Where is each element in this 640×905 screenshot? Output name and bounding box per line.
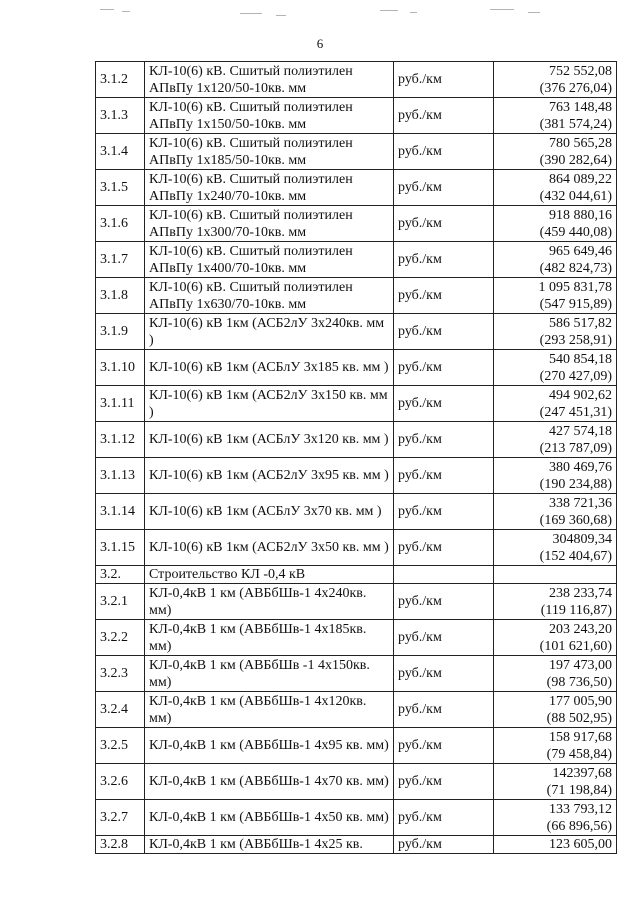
item-name: КЛ-10(6) кВ. Сшитый полиэтилен АПвПу 1х400/70-10кв. мм [145,242,394,278]
item-price: 158 917,68 [549,729,612,745]
item-price-cell [494,242,617,278]
item-price: 238 233,74 [549,585,612,601]
item-price: 965 649,46 [549,243,612,259]
table-row [96,350,617,386]
item-price: 197 473,00 [549,657,612,673]
item-price-cell [494,134,617,170]
item-price-alt: (459 440,08) [539,224,612,240]
item-number: 3.1.6 [96,206,145,242]
item-price-cell [494,800,617,836]
item-unit: руб./км [394,836,494,854]
item-price-alt: (119 116,87) [540,602,612,618]
item-number: 3.2.7 [96,800,145,836]
item-price-alt: (482 824,73) [539,260,612,276]
table-row [96,98,617,134]
item-unit: руб./км [394,584,494,620]
item-price-cell [494,566,617,584]
item-number: 3.1.12 [96,422,145,458]
item-number: 3.2.1 [96,584,145,620]
item-price-alt: (381 574,24) [539,116,612,132]
item-price: 133 793,12 [549,801,612,817]
item-price-alt: (71 198,84) [546,782,612,798]
item-name: КЛ-0,4кВ 1 км (АВБбШв-1 4х95 кв. мм) [145,728,394,764]
item-unit: руб./км [394,350,494,386]
item-name: КЛ-10(6) кВ. Сшитый полиэтилен АПвПу 1х630/70-10кв. мм [145,278,394,314]
table-row [96,314,617,350]
item-unit [394,566,494,584]
item-price-alt: (101 621,60) [539,638,612,654]
item-price-alt: (66 896,56) [546,818,612,834]
item-price-cell [494,728,617,764]
item-unit: руб./км [394,98,494,134]
item-price: 177 005,90 [549,693,612,709]
item-unit: руб./км [394,530,494,566]
item-name: КЛ-0,4кВ 1 км (АВБбШв-1 4х185кв. мм) [145,620,394,656]
item-price-cell [494,170,617,206]
item-unit: руб./км [394,692,494,728]
tariff-table [95,61,617,854]
table-row [96,206,617,242]
table-row [96,458,617,494]
item-unit: руб./км [394,764,494,800]
item-number: 3.2.8 [96,836,145,854]
item-name: КЛ-10(6) кВ 1км (АСБ2лУ 3х150 кв. мм ) [145,386,394,422]
table-row [96,278,617,314]
item-price-cell [494,764,617,800]
page-number: 6 [316,36,324,51]
item-price-alt: (376 276,04) [539,80,612,96]
item-number: 3.2.3 [96,656,145,692]
table-row [96,836,617,854]
item-number: 3.1.13 [96,458,145,494]
table-row [96,620,617,656]
item-price: 203 243,20 [549,621,612,637]
item-price-cell [494,350,617,386]
item-unit: руб./км [394,620,494,656]
item-number: 3.1.11 [96,386,145,422]
item-price-cell [494,206,617,242]
item-price-alt: (152 404,67) [539,548,612,564]
section-row [96,566,617,584]
item-name: КЛ-10(6) кВ. Сшитый полиэтилен АПвПу 1х185/50-10кв. мм [145,134,394,170]
item-number: 3.1.3 [96,98,145,134]
item-price-alt: (213 787,09) [539,440,612,456]
item-price-cell [494,98,617,134]
table-row [96,422,617,458]
item-name: КЛ-10(6) кВ 1км (АСБ2лУ 3х240кв. мм ) [145,314,394,350]
item-name: КЛ-10(6) кВ. Сшитый полиэтилен АПвПу 1х240/70-10кв. мм [145,170,394,206]
item-name: КЛ-10(6) кВ 1км (АСБлУ 3х185 кв. мм ) [145,350,394,386]
item-unit: руб./км [394,458,494,494]
item-number: 3.2. [96,566,145,584]
item-price-cell [494,494,617,530]
item-name: КЛ-0,4кВ 1 км (АВБбШв-1 4х25 кв. [145,836,394,854]
table-row [96,584,617,620]
item-name: КЛ-10(6) кВ 1км (АСБ2лУ 3х50 кв. мм ) [145,530,394,566]
item-number: 3.1.7 [96,242,145,278]
item-unit: руб./км [394,278,494,314]
item-name: КЛ-10(6) кВ 1км (АСБлУ 3х120 кв. мм ) [145,422,394,458]
item-name: КЛ-10(6) кВ 1км (АСБ2лУ 3х95 кв. мм ) [145,458,394,494]
item-unit: руб./км [394,800,494,836]
table-row [96,386,617,422]
item-price-cell [494,62,617,98]
item-price-alt: (432 044,61) [539,188,612,204]
section-title: Строительство КЛ -0,4 кВ [145,566,394,584]
scan-noise [80,0,600,22]
item-price: 142397,68 [552,765,612,781]
item-unit: руб./км [394,728,494,764]
table-row [96,242,617,278]
table-row [96,800,617,836]
item-price: 763 148,48 [549,99,612,115]
item-number: 3.2.4 [96,692,145,728]
item-number: 3.2.5 [96,728,145,764]
item-price: 380 469,76 [549,459,612,475]
item-price-cell [494,656,617,692]
table-row [96,134,617,170]
item-number: 3.2.6 [96,764,145,800]
item-number: 3.1.14 [96,494,145,530]
item-number: 3.1.9 [96,314,145,350]
item-price-cell [494,692,617,728]
item-number: 3.1.10 [96,350,145,386]
item-price-alt: (547 915,89) [539,296,612,312]
item-name: КЛ-10(6) кВ. Сшитый полиэтилен АПвПу 1х120/50-10кв. мм [145,62,394,98]
table-row [96,692,617,728]
item-unit: руб./км [394,494,494,530]
item-unit: руб./км [394,134,494,170]
item-price-alt: (293 258,91) [539,332,612,348]
item-name: КЛ-0,4кВ 1 км (АВБбШв-1 4х50 кв. мм) [145,800,394,836]
item-price-alt: (98 736,50) [546,674,612,690]
item-number: 3.1.4 [96,134,145,170]
item-unit: руб./км [394,314,494,350]
item-price: 304809,34 [552,531,612,547]
item-name: КЛ-10(6) кВ 1км (АСБлУ 3х70 кв. мм ) [145,494,394,530]
item-price-cell [494,530,617,566]
item-name: КЛ-0,4кВ 1 км (АВБбШв -1 4х150кв. мм) [145,656,394,692]
item-name: КЛ-0,4кВ 1 км (АВБбШв-1 4х70 кв. мм) [145,764,394,800]
item-price: 338 721,36 [549,495,612,511]
item-price-cell [494,386,617,422]
item-price: 780 565,28 [549,135,612,151]
item-unit: руб./км [394,422,494,458]
item-price-alt: (247 451,31) [539,404,612,420]
item-price-alt: (79 458,84) [546,746,612,762]
item-price: 427 574,18 [549,423,612,439]
item-price-cell [494,620,617,656]
item-number: 3.1.15 [96,530,145,566]
table-row [96,170,617,206]
item-number: 3.1.5 [96,170,145,206]
item-price-alt: (88 502,95) [546,710,612,726]
item-price: 918 880,16 [549,207,612,223]
item-price: 540 854,18 [549,351,612,367]
item-unit: руб./км [394,170,494,206]
item-price-cell [494,278,617,314]
item-unit: руб./км [394,656,494,692]
item-name: КЛ-10(6) кВ. Сшитый полиэтилен АПвПу 1х150/50-10кв. мм [145,98,394,134]
item-price-cell [494,314,617,350]
item-name: КЛ-10(6) кВ. Сшитый полиэтилен АПвПу 1х300/70-10кв. мм [145,206,394,242]
item-number: 3.1.8 [96,278,145,314]
table-row [96,530,617,566]
item-unit: руб./км [394,206,494,242]
item-price: 586 517,82 [549,315,612,331]
item-unit: руб./км [394,386,494,422]
item-price-cell [494,836,617,854]
item-number: 3.1.2 [96,62,145,98]
table-row [96,764,617,800]
table-row [96,728,617,764]
item-number: 3.2.2 [96,620,145,656]
item-price: 123 605,00 [549,837,612,852]
item-price-alt: (390 282,64) [539,152,612,168]
item-name: КЛ-0,4кВ 1 км (АВБбШв-1 4х120кв. мм) [145,692,394,728]
item-price: 864 089,22 [549,171,612,187]
item-price-alt: (169 360,68) [539,512,612,528]
item-price-alt: (270 427,09) [539,368,612,384]
item-price-cell [494,458,617,494]
table-row [96,656,617,692]
item-price: 752 552,08 [549,63,612,79]
item-price-cell [494,584,617,620]
item-price-cell [494,422,617,458]
table-row [96,494,617,530]
item-name: КЛ-0,4кВ 1 км (АВБбШв-1 4х240кв. мм) [145,584,394,620]
item-unit: руб./км [394,62,494,98]
item-price-alt: (190 234,88) [539,476,612,492]
table-body [96,62,617,854]
table-row [96,62,617,98]
item-price: 494 902,62 [549,387,612,403]
item-unit: руб./км [394,242,494,278]
item-price: 1 095 831,78 [538,279,612,295]
